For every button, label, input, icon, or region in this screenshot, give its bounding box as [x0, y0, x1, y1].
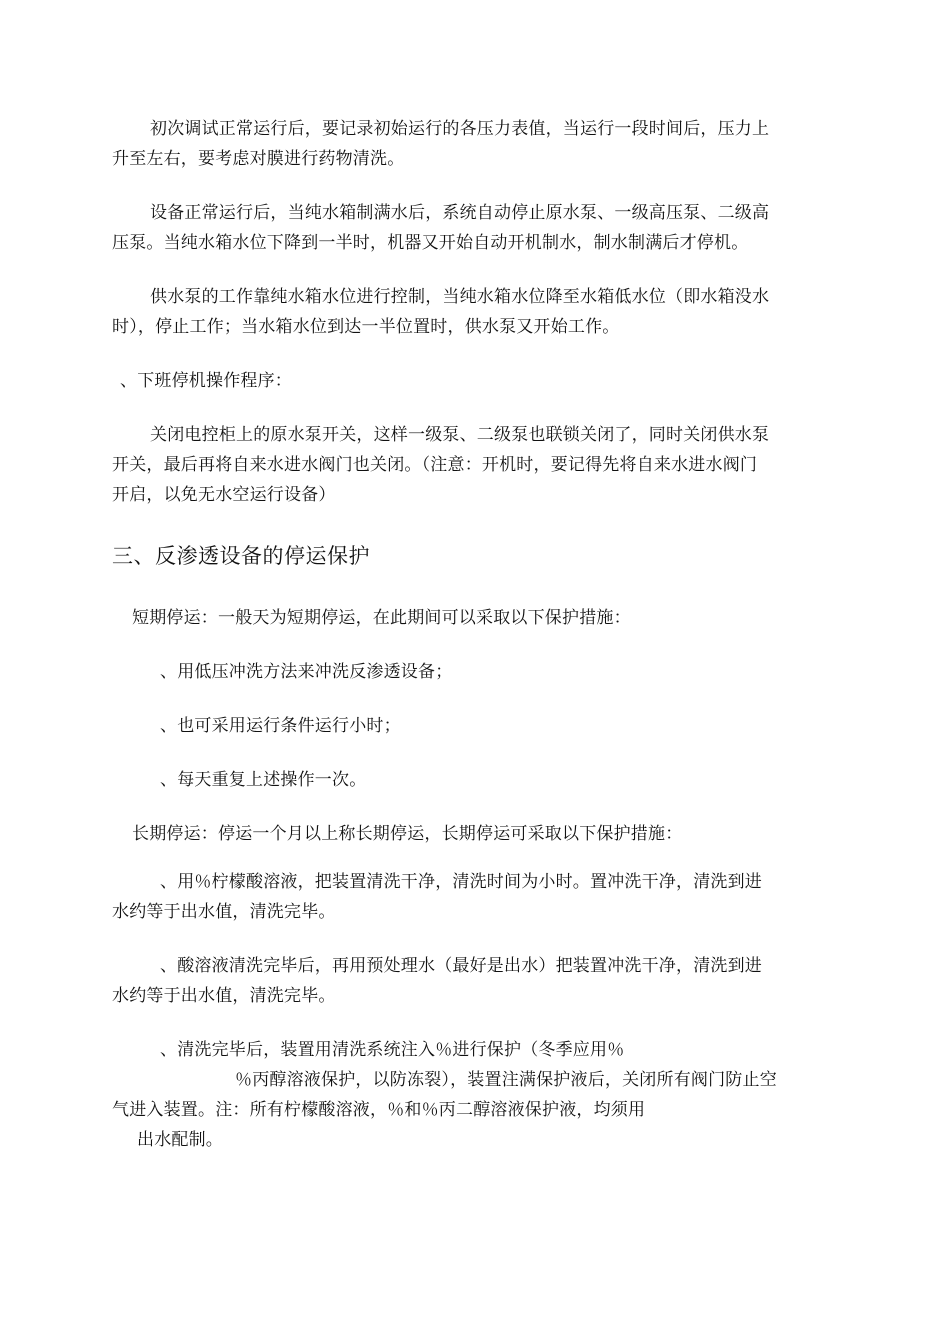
- short-term-intro: 短期停运：一般天为短期停运，在此期间可以采取以下保护措施：: [132, 608, 631, 628]
- long-term-item-3-line-4: 出水配制。: [137, 1130, 223, 1150]
- long-term-item-3-line-2: ％丙醇溶液保护，以防冻裂），装置注满保护液后，关闭所有阀门防止空: [235, 1070, 777, 1090]
- paragraph-2-line-2: 压泵。当纯水箱水位下降到一半时，机器又开始自动开机制水，制水制满后才停机。: [112, 233, 749, 253]
- paragraph-3-line-2: 时），停止工作；当水箱水位到达一半位置时，供水泵又开始工作。: [112, 317, 620, 337]
- long-term-item-2-line-2: 水约等于出水值，清洗完毕。: [112, 986, 336, 1006]
- paragraph-3-line-1: 供水泵的工作靠纯水箱水位进行控制，当纯水箱水位降至水箱低水位（即水箱没水: [150, 287, 770, 307]
- short-term-item-3: 、每天重复上述操作一次。: [160, 770, 367, 790]
- long-term-intro: 长期停运：停运一个月以上称长期停运，长期停运可采取以下保护措施：: [132, 824, 683, 844]
- short-term-item-1: 、用低压冲洗方法来冲洗反渗透设备；: [160, 662, 453, 682]
- paragraph-4-line-2: 开关，最后再将自来水进水阀门也关闭。（注意：开机时，要记得先将自来水进水阀门: [112, 455, 758, 475]
- paragraph-4-line-1: 关闭电控柜上的原水泵开关，这样一级泵、二级泵也联锁关闭了，同时关闭供水泵: [150, 425, 770, 445]
- shutdown-procedure-title: 、下班停机操作程序：: [120, 371, 292, 391]
- paragraph-4-line-3: 开启，以免无水空运行设备）: [112, 485, 336, 505]
- long-term-item-3-line-1: 、清洗完毕后，装置用清洗系统注入％进行保护（冬季应用％: [160, 1040, 625, 1060]
- section-heading: 三、反渗透设备的停运保护: [112, 544, 370, 568]
- paragraph-1-line-1: 初次调试正常运行后，要记录初始运行的各压力表值，当运行一段时间后，压力上: [150, 119, 770, 139]
- paragraph-2-line-1: 设备正常运行后，当纯水箱制满水后，系统自动停止原水泵、一级高压泵、二级高: [150, 203, 770, 223]
- long-term-item-1-line-1: 、用％柠檬酸溶液，把装置清洗干净，清洗时间为小时。置冲洗干净，清洗到进: [160, 872, 762, 892]
- long-term-item-3-line-3: 气进入装置。注：所有柠檬酸溶液，％和％丙二醇溶液保护液，均须用: [112, 1100, 646, 1120]
- short-term-item-2: 、也可采用运行条件运行小时；: [160, 716, 401, 736]
- paragraph-1-line-2: 升至左右，要考虑对膜进行药物清洗。: [112, 149, 405, 169]
- long-term-item-2-line-1: 、酸溶液清洗完毕后，再用预处理水（最好是出水）把装置冲洗干净，清洗到进: [160, 956, 762, 976]
- long-term-item-1-line-2: 水约等于出水值，清洗完毕。: [112, 902, 336, 922]
